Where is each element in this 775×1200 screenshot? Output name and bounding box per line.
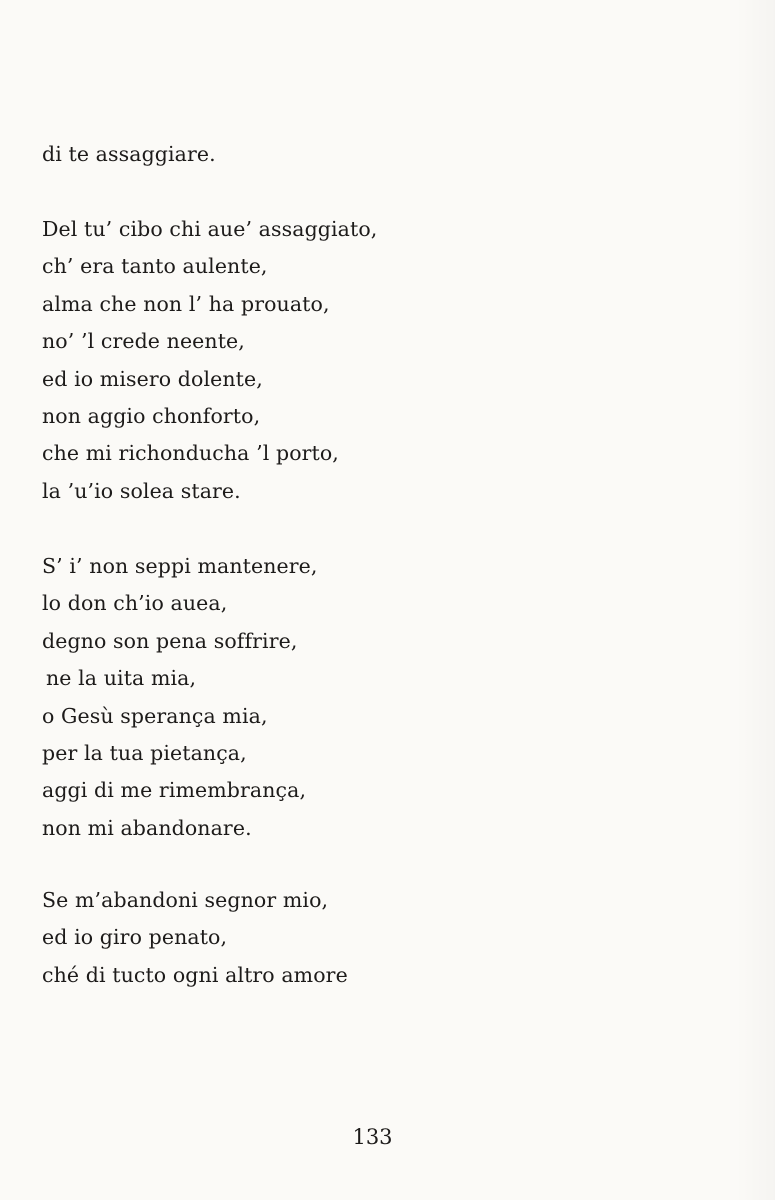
poem-line: o Gesù sperança mia, (42, 703, 268, 728)
poem-line: che mi richonducha ’l porto, (42, 441, 339, 466)
poem-line: ed io misero dolente, (42, 366, 263, 391)
poem-line: per la tua pietança, (42, 740, 247, 765)
poem-line: ch’ era tanto aulente, (42, 254, 268, 279)
poem-line: la ’u’io solea stare. (42, 478, 241, 503)
page-shadow (735, 0, 775, 1200)
poem-stanza-4 (42, 882, 348, 994)
poem-line: ché di tucto ogni altro amore (42, 962, 348, 987)
poem-stanza-2 (42, 211, 377, 510)
poem-line: Se m’abandoni segnor mio, (42, 888, 329, 912)
poem-line: no’ ’l crede neente, (42, 329, 245, 354)
poem-line: aggi di me rimembrança, (42, 778, 307, 803)
poem-line: S’ i’ non seppi mantenere, (42, 554, 318, 578)
poem-stanza-1 (42, 136, 216, 173)
page-number: 133 (352, 1125, 393, 1149)
poem-line: non aggio chonforto, (42, 403, 261, 428)
poem-line: Del tu’ cibo chi aue’ assaggiato, (42, 217, 378, 241)
poem-line: ne la uita mia, (46, 666, 197, 691)
poem-line: alma che non l’ ha prouato, (42, 291, 330, 316)
poem-line: di te assaggiare. (42, 142, 216, 166)
poem-line: degno son pena soffrire, (42, 628, 298, 653)
poem-line: ed io giro penato, (42, 925, 228, 950)
poem-stanza-3 (42, 548, 318, 847)
poem-line: non mi abandonare. (42, 815, 252, 840)
poem-line: lo don ch’io auea, (42, 591, 228, 616)
